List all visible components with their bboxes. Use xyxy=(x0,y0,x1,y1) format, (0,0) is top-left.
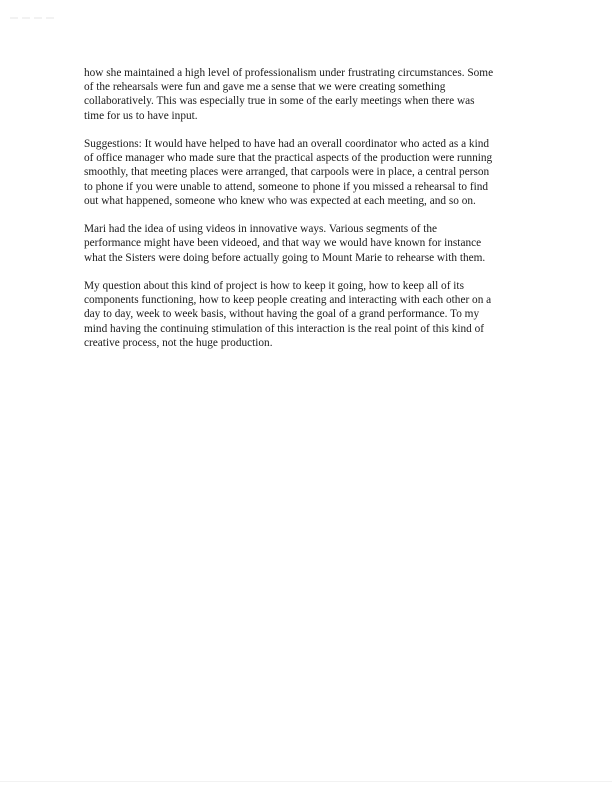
text-line: performance might have been videoed, and that way we would have known for instance xyxy=(84,237,482,250)
document-body xyxy=(84,66,532,364)
text-line: components functioning, how to keep people creating and interacting with each other on a xyxy=(84,294,492,307)
text-line: creative process, not the huge production. xyxy=(84,336,273,349)
text-line: of the rehearsals were fun and gave me a sense that we were creating something xyxy=(84,81,446,94)
text-line: of office manager who made sure that the practical aspects of the production were running xyxy=(84,152,493,165)
text-line: Suggestions: It would have helped to have had an overall coordinator who acted as a kind xyxy=(84,138,490,150)
text-line: day to day, week to week basis, without having the goal of a grand performance. To my xyxy=(84,308,480,321)
paragraph-2 xyxy=(84,137,532,208)
text-line: out what happened, someone who knew who was expected at each meeting, and so on. xyxy=(84,194,476,207)
scan-artifact-mark xyxy=(8,8,58,28)
text-line: My question about this kind of project is how to keep it going, how to keep all of its xyxy=(84,280,464,292)
text-line: collaboratively. This was especially true in some of the early meetings when there was xyxy=(84,95,475,108)
scan-bottom-edge xyxy=(0,781,612,782)
text-line: mind having the continuing stimulation of this interaction is the real point of this kind of xyxy=(84,322,485,335)
text-line: Mari had the idea of using videos in innovative ways. Various segments of the xyxy=(84,223,438,236)
paragraph-1 xyxy=(84,66,532,123)
text-line: smoothly, that meeting places were arranged, that carpools were in place, a central person xyxy=(84,166,490,179)
text-line: what the Sisters were doing before actually going to Mount Marie to rehearse with them. xyxy=(84,251,486,264)
text-line: how she maintained a high level of professionalism under frustrating circumstances. Some xyxy=(84,67,494,79)
text-line: time for us to have input. xyxy=(84,109,198,122)
paragraph-3 xyxy=(84,222,532,265)
text-line: to phone if you were unable to attend, someone to phone if you missed a rehearsal to find xyxy=(84,180,489,193)
paragraph-4 xyxy=(84,279,532,350)
